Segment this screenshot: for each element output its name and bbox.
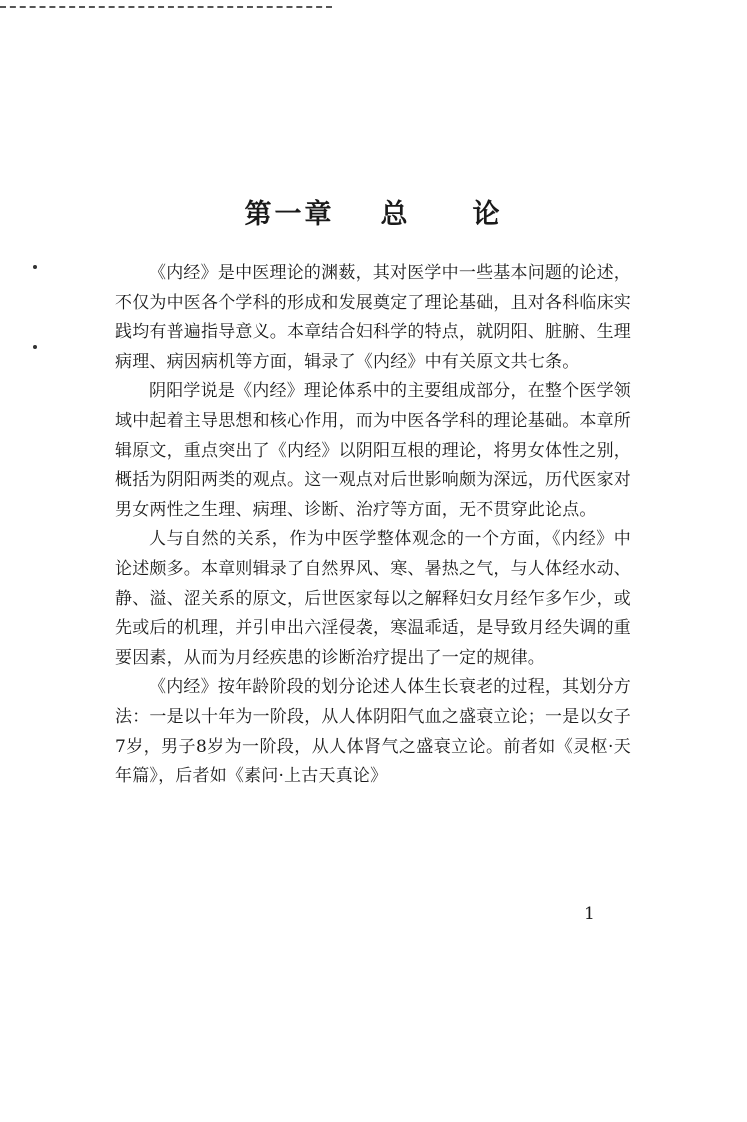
paragraph: 阴阳学说是《内经》理论体系中的主要组成部分，在整个医学领域中起着主导思想和核心作用，而为中医各学科的理论基础。本章所辑原文，重点突出了《内经》以阴阳互根的理论，将男女体性之别，概括为阴阳两类的观点。这一观点对后世影响颇为深远，历代医家对男女两性之生理、病理、诊断、治疗等方面，无不贯穿此论点。 bbox=[115, 381, 631, 520]
body-text bbox=[115, 259, 631, 792]
margin-mark bbox=[33, 265, 37, 269]
paragraph: 《内经》按年龄阶段的划分论述人体生长衰老的过程，其划分方法：一是以十年为一阶段，从人体阴阳气血之盛衰立论；一是以女子7岁，男子8岁为一阶段，从人体肾气之盛衰立论。前者如《灵枢·天年篇》，后者如《素问·上古天真论》 bbox=[115, 677, 631, 787]
paragraph: 《内经》是中医理论的渊薮，其对医学中一些基本问题的论述，不仅为中医各个学科的形成和发展奠定了理论基础，且对各科临床实践均有普遍指导意义。本章结合妇科学的特点，就阴阳、脏腑、生理病理、病因病机等方面，辑录了《内经》中有关原文共七条。 bbox=[115, 263, 631, 372]
paragraph: 人与自然的关系，作为中医学整体观念的一个方面，《内经》中论述颇多。本章则辑录了自然界风、寒、暑热之气，与人体经水动、静、溢、涩关系的原文，后世医家每以之解释妇女月经乍多乍少，或先或后的机理，并引申出六淫侵袭，寒温乖适，是导致月经失调的重要因素，从而为月经疾患的诊断治疗提出了一定的规律。 bbox=[115, 529, 631, 668]
page-number: 1 bbox=[584, 904, 595, 924]
margin-mark bbox=[33, 345, 37, 349]
chapter-number: 第一章 bbox=[244, 199, 335, 230]
chapter-title-part2: 论 bbox=[472, 199, 503, 230]
chapter-title bbox=[0, 192, 747, 231]
chapter-title-part1: 总 bbox=[380, 199, 411, 230]
top-dashed-rule bbox=[0, 6, 332, 8]
